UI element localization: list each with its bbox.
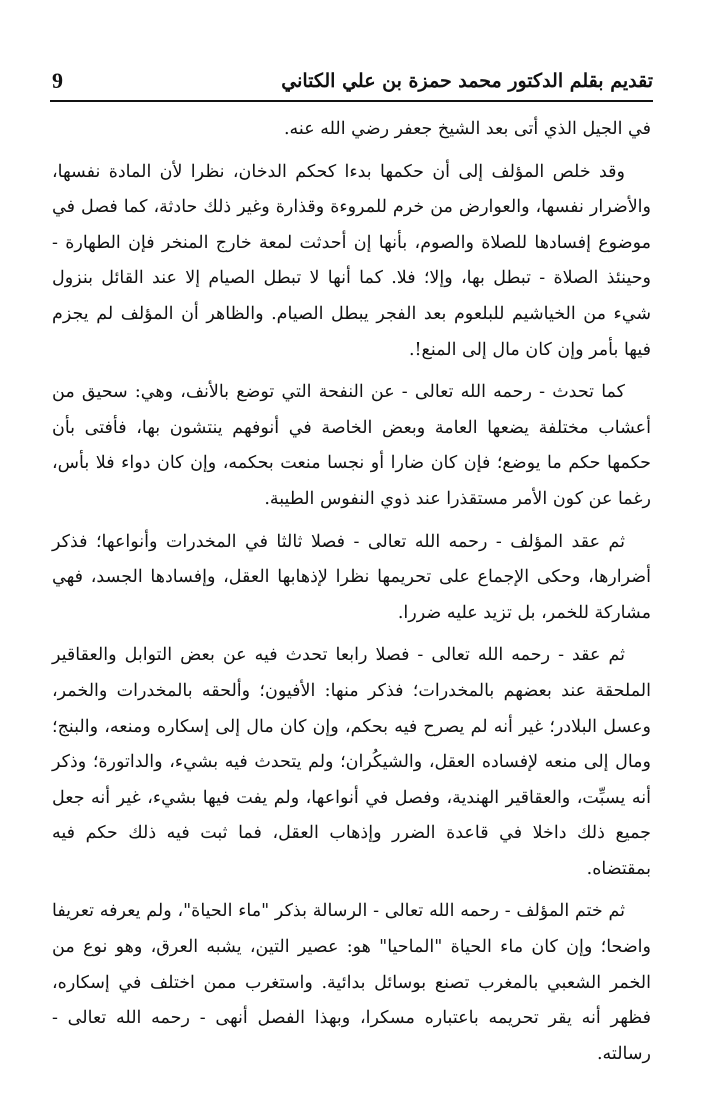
paragraph-1: في الجيل الذي أتى بعد الشيخ جعفر رضي الله عنه. bbox=[283, 119, 651, 139]
body-text bbox=[52, 112, 651, 1079]
paragraph-3: كما تحدث - رحمه الله تعالى - عن النفحة التي توضع بالأنف، وهي: سحيق من أعشاب مختلفة يضعها العامة وبعض الخاصة في أنوفهم ينتشون بها، فأفتى بأن حكمها حكم ما يوضع؛ فإن كان ضارا أو نجسا منعت بحكمه، وإن كان دواء فلا بأس، رغما عن كون الأمر مستقذرا عند ذوي النفوس الطيبة. bbox=[52, 382, 651, 509]
paragraph-5: ثم عقد - رحمه الله تعالى - فصلا رابعا تحدث فيه عن بعض التوابل والعقاقير الملحقة عند بعضهم بالمخدرات؛ فذكر منها: الأفيون؛ وألحقه بالمخدرات والخمر، وعسل البلادر؛ غير أنه لم يصرح فيه بحكم، وإن كان مال إلى إسكاره ومنعه، والبنج؛ ومال إلى منعه لإفساده العقل، والشيكُران؛ ولم يتحدث فيه بشيء، والداتورة؛ وذكر أنه يسبِّت، والعقاقير الهندية، وفصل في أنواعها، ولم يفت فيها بشيء، غير أنه جعل جميع ذلك داخلا في قاعدة الضرر وإذهاب العقل، فما ثبت فيه ذلك حكم فيه بمقتضاه. bbox=[52, 645, 652, 879]
paragraph-2: وقد خلص المؤلف إلى أن حكمها بدءا كحكم الدخان، نظرا لأن المادة نفسها، والأضرار نفسها، والعوارض من خرم للمروءة وقذارة وغير ذلك حادثة، كما فصل في موضوع إفسادها للصلاة والصوم، بأنها إن أحدثت لمعة خارج المنخر فإن الطهارة - وحينئذ الصلاة - تبطل بها، وإلا؛ فلا. كما أنها لا تبطل الصيام إلا عند القائل بنزول شيء من الخياشيم للبلعوم بعد الفجر يبطل الصيام. والظاهر أن المؤلف لم يجزم فيها بأمر وإن كان مال إلى المنع!. bbox=[52, 161, 651, 360]
header-title: تقديم بقلم الدكتور محمد حمزة بن علي الكتاني bbox=[281, 70, 653, 92]
paragraph-6: ثم ختم المؤلف - رحمه الله تعالى - الرسالة بذكر "ماء الحياة"، ولم يعرفه تعريفا واضحا؛ وإن كان ماء الحياة "الماحيا" هو: عصير التين، يشبه العرق، وهو نوع من الخمر الشعبي بالمغرب تصنع بوسائل بدائية. واستغرب ممن اختلف في إسكاره، فظهر أنه يقر تحريمه باعتباره مسكرا، وبهذا الفصل أنهى - رحمه الله تعالى - رسالته. bbox=[52, 901, 651, 1064]
running-header bbox=[50, 66, 653, 102]
page-number: 9 bbox=[52, 68, 63, 93]
paragraph-4: ثم عقد المؤلف - رحمه الله تعالى - فصلا ثالثا في المخدرات وأنواعها؛ فذكر أضرارها، وحكى الإجماع على تحريمها نظرا لإذهابها العقل، وإفسادها الجسد، فهي مشاركة للخمر، بل تزيد عليه ضررا. bbox=[52, 531, 651, 623]
